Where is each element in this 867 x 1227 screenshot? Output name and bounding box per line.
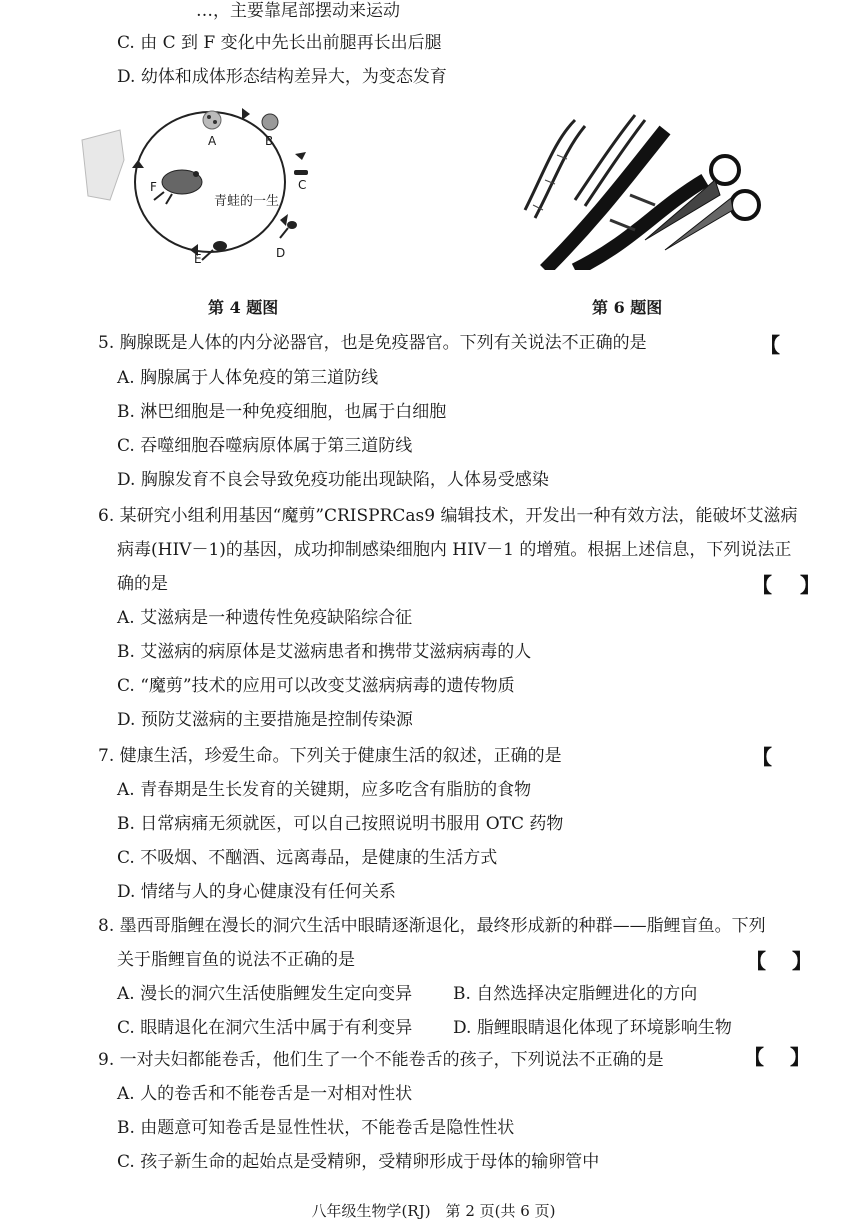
frog-cycle-center-text: 青蛙的一生 [214, 194, 280, 209]
cycle-label-f: F [150, 180, 157, 194]
q9-stem: 9. 一对夫妇都能卷舌，他们生了一个不能卷舌的孩子，下列说法不正确的是 [98, 1050, 664, 1070]
q7-option-c: C. 不吸烟、不酗酒、远离毒品，是健康的生活方式 [117, 848, 498, 868]
q6-answer-bracket-close: 】 [800, 573, 820, 597]
figure-6-caption: 第 6 题图 [592, 298, 663, 317]
partial-option-line: …，主要靠尾部摆动来运动 [196, 1, 400, 21]
q5-answer-bracket-open: 【 [760, 333, 780, 357]
q5-stem: 5. 胸腺既是人体的内分泌器官，也是免疫器官。下列有关说法不正确的是 [98, 333, 647, 353]
q7-option-b: B. 日常病痛无须就医，可以自己按照说明书服用 OTC 药物 [117, 814, 564, 834]
q4-option-c: C. 由 C 到 F 变化中先长出前腿再长出后腿 [117, 33, 442, 53]
q6-stem-line1: 6. 某研究小组利用基因“魔剪”CRISPRCas9 编辑技术，开发出一种有效方法，能破坏艾滋病 [98, 506, 798, 526]
q9-option-a: A. 人的卷舌和不能卷舌是一对相对性状 [117, 1084, 413, 1104]
q6-stem-line3: 确的是 [117, 574, 168, 594]
q6-option-c: C. “魔剪”技术的应用可以改变艾滋病病毒的遗传物质 [117, 676, 515, 696]
q6-option-b: B. 艾滋病的病原体是艾滋病患者和携带艾滋病病毒的人 [117, 642, 532, 662]
q7-answer-bracket-open: 【 [752, 745, 772, 769]
q8-option-b: B. 自然选择决定脂鲤进化的方向 [453, 984, 698, 1004]
q9-option-b: B. 由题意可知卷舌是显性性状，不能卷舌是隐性性状 [117, 1118, 515, 1138]
cycle-label-d: D [276, 246, 286, 260]
q5-option-b: B. 淋巴细胞是一种免疫细胞，也属于白细胞 [117, 402, 447, 422]
q7-option-a: A. 青春期是生长发育的关键期，应多吃含有脂肪的食物 [117, 780, 532, 800]
q7-stem: 7. 健康生活，珍爱生命。下列关于健康生活的叙述，正确的是 [98, 746, 562, 766]
q8-option-a: A. 漫长的洞穴生活使脂鲤发生定向变异 [117, 984, 413, 1004]
q8-option-c: C. 眼睛退化在洞穴生活中属于有利变异 [117, 1018, 413, 1038]
cycle-label-b: B [265, 134, 274, 148]
q8-option-d: D. 脂鲤眼睛退化体现了环境影响生物 [453, 1018, 732, 1038]
q5-option-a: A. 胸腺属于人体免疫的第三道防线 [117, 368, 379, 388]
q6-option-a: A. 艾滋病是一种遗传性免疫缺陷综合征 [117, 608, 413, 628]
q8-stem-line1: 8. 墨西哥脂鲤在漫长的洞穴生活中眼睛逐渐退化，最终形成新的种群——脂鲤盲鱼。下列 [98, 916, 766, 936]
q9-option-c: C. 孩子新生命的起始点是受精卵，受精卵形成于母体的输卵管中 [117, 1152, 600, 1172]
q9-answer-bracket-open: 【 [744, 1045, 764, 1069]
q9-answer-bracket-close: 】 [790, 1045, 810, 1069]
q5-option-d: D. 胸腺发育不良会导致免疫功能出现缺陷，人体易受感染 [117, 470, 549, 490]
page-footer: 八年级生物学(RJ) 第 2 页(共 6 页) [311, 1202, 556, 1220]
q6-stem-line2: 病毒(HIV－1)的基因，成功抑制感染细胞内 HIV－1 的增殖。根据上述信息，下列说法正 [117, 540, 792, 560]
q8-stem-line2: 关于脂鲤盲鱼的说法不正确的是 [117, 950, 355, 970]
q4-option-d: D. 幼体和成体形态结构差异大，为变态发育 [117, 67, 447, 87]
q6-answer-bracket-open: 【 [752, 573, 772, 597]
q6-option-d: D. 预防艾滋病的主要措施是控制传染源 [117, 710, 413, 730]
q5-option-c: C. 吞噬细胞吞噬病原体属于第三道防线 [117, 436, 413, 456]
q8-answer-bracket-open: 【 [746, 949, 766, 973]
cycle-label-a: A [208, 134, 217, 148]
q7-option-d: D. 情绪与人的身心健康没有任何关系 [117, 882, 396, 902]
cycle-label-e: E [194, 252, 202, 266]
q8-answer-bracket-close: 】 [792, 949, 812, 973]
dna-scissors-figure [515, 110, 765, 270]
figure-4-caption: 第 4 题图 [208, 298, 279, 317]
cycle-label-c: C [298, 178, 307, 192]
